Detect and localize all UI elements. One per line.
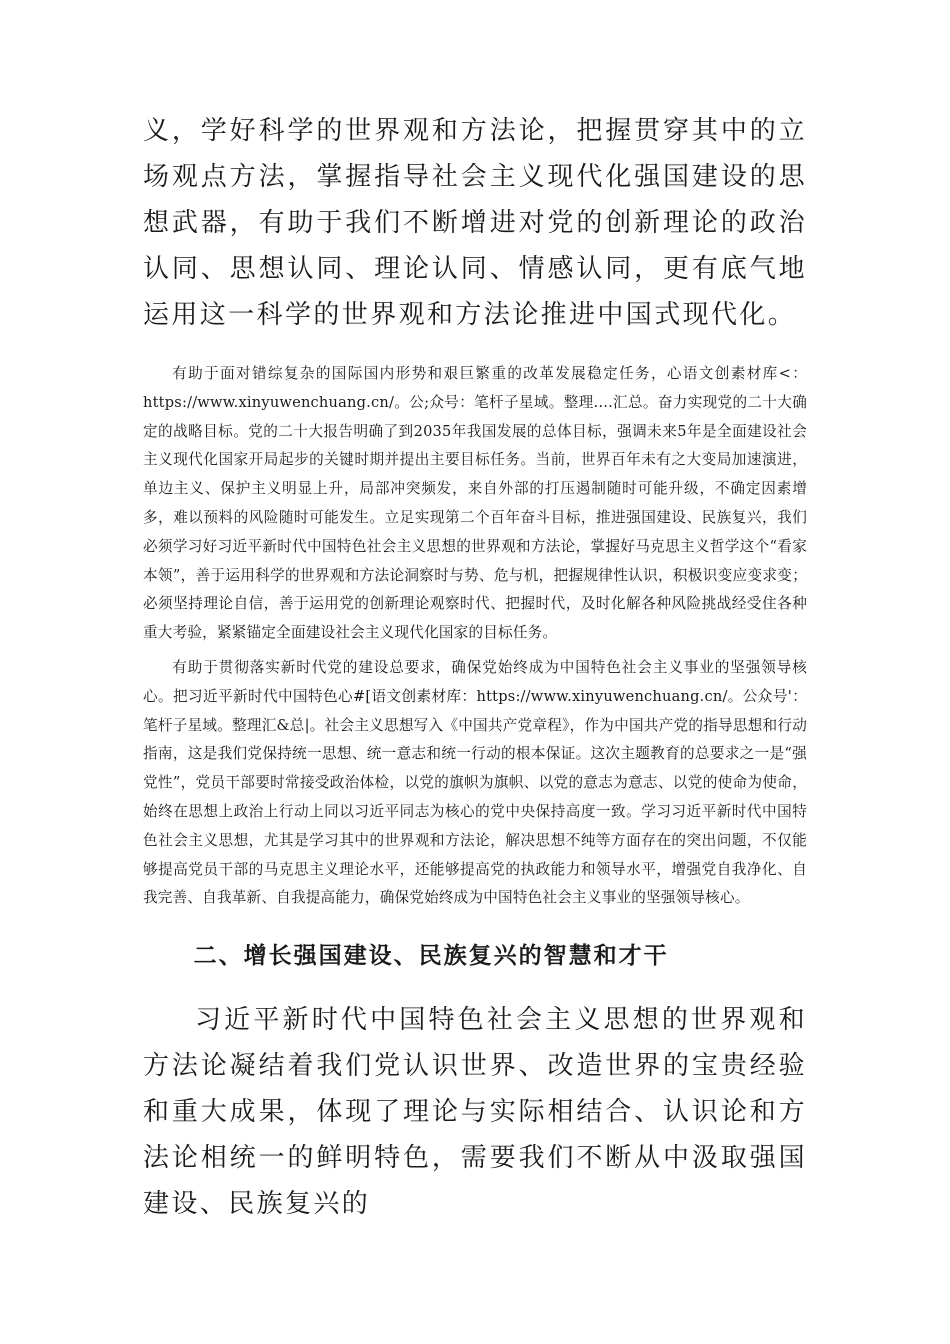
party-building-paragraph: 有助于贯彻落实新时代党的建设总要求，确保党始终成为中国特色社会主义事业的坚强领导核心。把习近平新时代中国特色心#[语文创素材库：https://www.xinyuwenchuang.cn/。公众号'：笔杆子星域。整理汇&总|。社会主义思想写入《中国共产党章程》，作为中国共产党的指导思想和行动指南，这是我们党保持统一思想、统一意志和统一行动的根本保证。这次主题教育的总要求之一是“强党性”，党员干部要时常接受政治体检，以党的旗帜为旗帜、以党的意志为意志、以党的使命为使命，始终在思想上政治上行动上同以习近平同志为核心的党中央保持高度一致。学习习近平新时代中国特色社会主义思想，尤其是学习其中的世界观和方法论，解决思想不纯等方面存在的突出问题，不仅能够提高党员干部的马克思主义理论水平，还能够提高党的执政能力和领导水平，增强党自我净化、自我完善、自我革新、自我提高能力，确保党始终成为中国特色社会主义事业的坚强领导核心。 [143, 658, 807, 907]
section-two-paragraph: 习近平新时代中国特色社会主义思想的世界观和方法论凝结着我们党认识世界、改造世界的宝贵经验和重大成果，体现了理论与实际相结合、认识论和方法论相统一的鲜明特色，需要我们不断从中汲取强国建设、民族复兴的 [143, 1005, 807, 1220]
document-page [143, 108, 807, 1227]
continued-paragraph: 义，学好科学的世界观和方法论，把握贯穿其中的立场观点方法，掌握指导社会主义现代化强国建设的思想武器，有助于我们不断增进对党的创新理论的政治认同、思想认同、理论认同、情感认同，更有底气地运用这一科学的世界观和方法论推进中国式现代化。 [143, 116, 807, 330]
section-heading: 二、增长强国建设、民族复兴的智慧和才干 [193, 942, 669, 970]
strategic-goal-paragraph: 有助于面对错综复杂的国际国内形势和艰巨繁重的改革发展稳定任务，心语文创素材库<：https://www.xinyuwenchuang.cn/。公;众号：笔杆子星域。整理....汇总。奋力实现党的二十大确定的战略目标。党的二十大报告明确了到2035年我国发展的总体目标，强调未来5年是全面建设社会主义现代化国家开局起步的关键时期并提出主要目标任务。当前，世界百年未有之大变局加速演进，单边主义、保护主义明显上升，局部冲突频发，来自外部的打压遏制随时可能升级，不确定因素增多，难以预料的风险随时可能发生。立足实现第二个百年奋斗目标，推进强国建设、民族复兴，我们必须学习好习近平新时代中国特色社会主义思想的世界观和方法论，掌握好马克思主义哲学这个“看家本领”，善于运用科学的世界观和方法论洞察时与势、危与机，把握规律性认识，积极识变应变求变；必须坚持理论自信，善于运用党的创新理论观察时代、把握时代，及时化解各种风险挑战经受住各种重大考验，紧紧锚定全面建设社会主义现代化国家的目标任务。 [143, 365, 807, 642]
